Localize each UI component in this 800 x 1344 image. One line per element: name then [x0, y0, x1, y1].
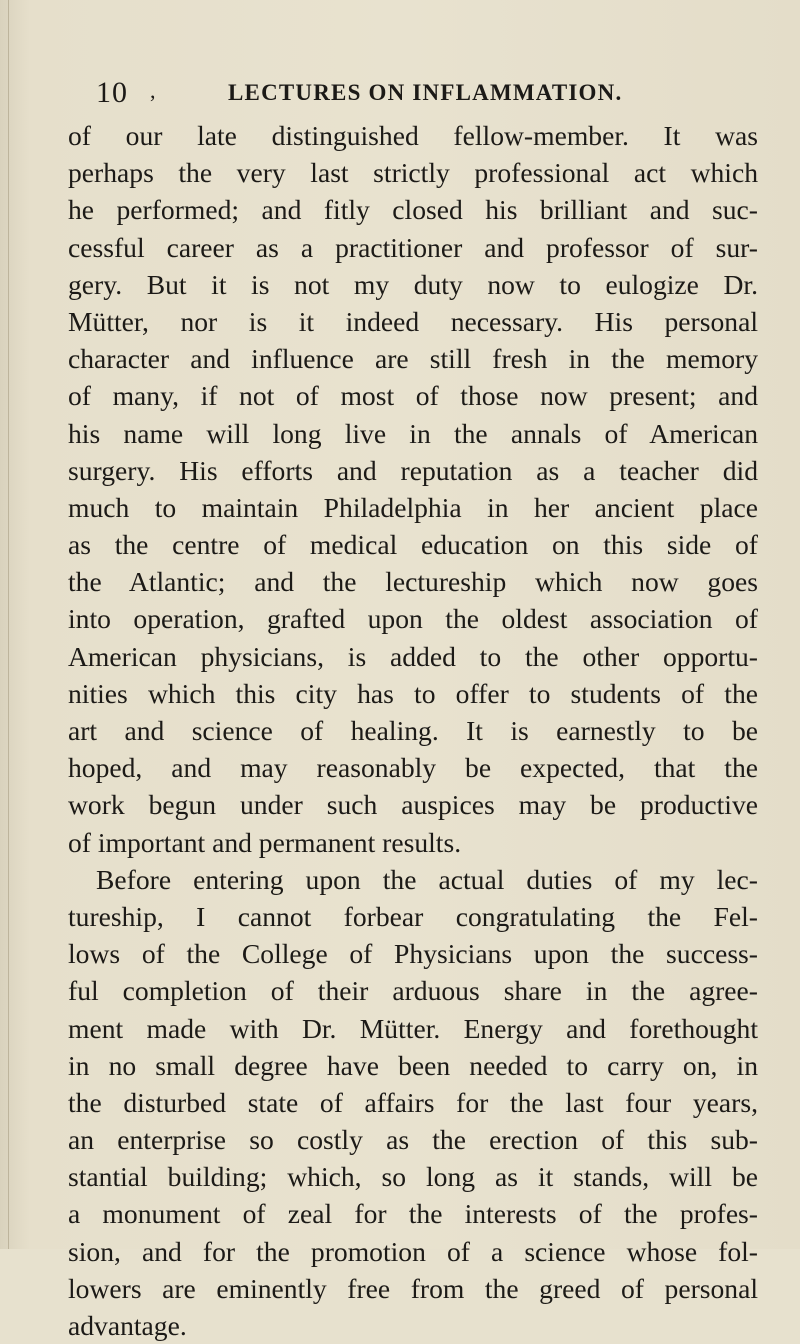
text-line: lows of the College of Physicians upon the success-	[68, 938, 758, 970]
text-line: as the centre of medical education on this side of	[68, 529, 758, 561]
running-head	[68, 76, 758, 116]
text-line: in no small degree have been needed to carry on, in	[68, 1049, 758, 1081]
text-line: sion, and for the promotion of a science whose fol-	[68, 1235, 758, 1267]
text-line: of many, if not of most of those now present; and	[68, 380, 758, 412]
text-line: of important and permanent results.	[68, 826, 462, 858]
text-line: much to maintain Philadelphia in her ancient place	[68, 491, 758, 523]
text-line: American physicians, is added to the other opportu-	[68, 640, 758, 672]
body-text	[68, 117, 758, 1344]
text-line: ment made with Dr. Mütter. Energy and forethought	[68, 1012, 758, 1044]
text-line: tureship, I cannot forbear congratulating the Fel-	[68, 900, 758, 932]
text-line: gery. But it is not my duty now to eulogize Dr.	[68, 268, 758, 300]
text-line: cessful career as a practitioner and professor of sur-	[68, 231, 758, 263]
text-line: of our late distinguished fellow-member. It was	[68, 120, 758, 151]
text-line: a monument of zeal for the interests of the profes-	[68, 1198, 758, 1230]
text-line: hoped, and may reasonably be expected, that the	[68, 752, 758, 784]
text-line: into operation, grafted upon the oldest association of	[68, 603, 758, 635]
text-line: perhaps the very last strictly professional act which	[68, 157, 758, 189]
text-line: surgery. His efforts and reputation as a teacher did	[68, 454, 758, 486]
binding-gutter-line	[8, 0, 9, 1249]
text-line: the disturbed state of affairs for the last four years,	[68, 1086, 758, 1118]
text-line: lowers are eminently free from the greed of personal	[68, 1272, 758, 1304]
text-line: work begun under such auspices may be productive	[68, 789, 758, 821]
running-head-title: LECTURES ON INFLAMMATION.	[228, 80, 623, 105]
text-line: character and influence are still fresh in the memory	[68, 343, 758, 375]
running-head-separator: ,	[150, 78, 156, 103]
page-number: 10	[96, 76, 128, 109]
text-line: Mütter, nor is it indeed necessary. His personal	[68, 305, 758, 337]
text-line: nities which this city has to offer to students of the	[68, 677, 758, 709]
text-line: stantial building; which, so long as it stands, will be	[68, 1161, 758, 1193]
text-line: ful completion of their arduous share in the agree-	[68, 975, 758, 1007]
text-line: the Atlantic; and the lectureship which now goes	[68, 566, 758, 598]
text-line: an enterprise so costly as the erection of this sub-	[68, 1124, 758, 1156]
paragraph-start-line: Before entering upon the actual duties of my lec-	[96, 863, 758, 895]
text-line: art and science of healing. It is earnestly to be	[68, 715, 758, 746]
text-line: advantage.	[68, 1310, 187, 1341]
text-line: his name will long live in the annals of American	[68, 417, 758, 449]
text-line: he performed; and fitly closed his brilliant and suc-	[68, 194, 758, 226]
